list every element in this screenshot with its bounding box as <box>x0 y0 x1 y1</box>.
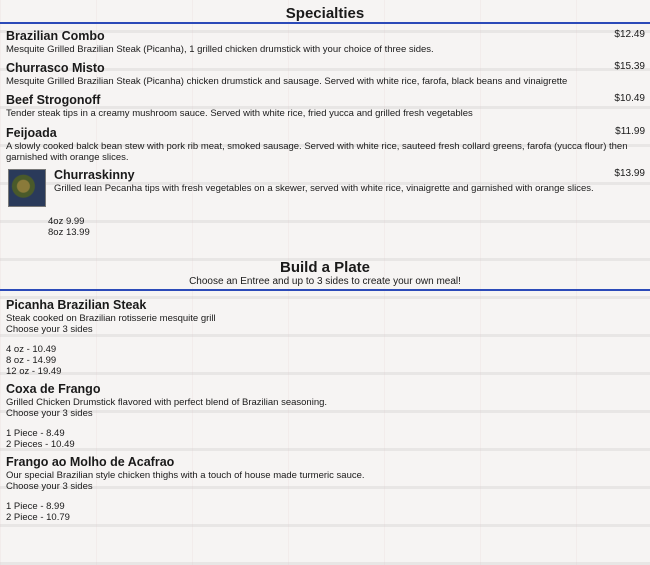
item-price: $12.49 <box>614 29 645 40</box>
item-description: Our special Brazilian style chicken thighs with a touch of house made turmeric sauce. <box>6 470 365 481</box>
item-description: A slowly cooked balck bean stew with pork rib meat, smoked sausage. Served with white rice, sauteed fresh collard greens, farofa (yucca flour) then garnished with orange slices. <box>6 141 628 163</box>
item-name: Frango ao Molho de Acafrao <box>6 455 175 469</box>
option-line: 8oz 13.99 <box>48 227 90 238</box>
menu-item-churrasco-misto <box>0 60 650 87</box>
item-name: Picanha Brazilian Steak <box>6 298 147 312</box>
item-price: $13.99 <box>614 168 645 179</box>
item-description: Mesquite Grilled Brazilian Steak (Picanha) chicken drumstick and sausage. Served with white rice, farofa, black beans and vinaigrette <box>6 76 568 87</box>
menu-item-picanha-steak <box>0 297 650 377</box>
option-line: 1 Piece - 8.49 <box>6 428 65 439</box>
menu-item-coxa-de-frango <box>0 381 650 450</box>
option-line: 4oz 9.99 <box>48 216 85 227</box>
menu-item-frango-acafrao <box>0 454 650 523</box>
menu-item-brazilian-combo <box>0 28 650 55</box>
item-description: Tender steak tips in a creamy mushroom sauce. Served with white rice, fried yucca and grilled fresh vegetables <box>6 108 473 119</box>
specialties-section <box>0 0 650 238</box>
item-description: Grilled Chicken Drumstick flavored with perfect blend of Brazilian seasoning. <box>6 397 328 408</box>
item-note: Choose your 3 sides <box>6 324 93 335</box>
option-line: 4 oz - 10.49 <box>6 344 57 355</box>
option-line: 2 Pieces - 10.49 <box>6 439 75 450</box>
item-options <box>6 501 644 523</box>
item-options <box>6 216 644 238</box>
section-divider <box>0 22 650 24</box>
option-line: 12 oz - 19.49 <box>6 366 62 377</box>
menu-item-feijoada <box>0 125 650 163</box>
item-name: Beef Strogonoff <box>6 93 101 107</box>
item-note: Choose your 3 sides <box>6 481 93 492</box>
item-price: $10.49 <box>614 93 645 104</box>
option-line: 2 Piece - 10.79 <box>6 512 70 523</box>
churraskinny-photo <box>8 169 46 207</box>
item-name: Churrasco Misto <box>6 61 105 75</box>
menu-item-beef-strogonoff <box>0 92 650 119</box>
build-plate-section <box>0 260 650 523</box>
item-price: $15.39 <box>614 61 645 72</box>
item-price: $11.99 <box>615 126 645 137</box>
item-note: Choose your 3 sides <box>6 408 93 419</box>
build-plate-title: Build a Plate <box>279 259 371 276</box>
option-line: 8 oz - 14.99 <box>6 355 57 366</box>
item-name: Feijoada <box>6 126 57 140</box>
item-options <box>6 344 644 377</box>
item-name: Brazilian Combo <box>6 29 105 43</box>
specialties-title: Specialties <box>285 5 365 22</box>
item-description: Mesquite Grilled Brazilian Steak (Picanha), 1 grilled chicken drumstick with your choice of three sides. <box>6 44 434 55</box>
item-name: Churraskinny <box>54 168 135 182</box>
item-description: Grilled lean Pecanha tips with fresh vegetables on a skewer, served with white rice, vinaigrette and garnished with orange slices. <box>54 183 594 194</box>
option-line: 1 Piece - 8.99 <box>6 501 65 512</box>
item-options <box>6 428 644 450</box>
item-name: Coxa de Frango <box>6 382 101 396</box>
section-divider <box>0 289 650 291</box>
menu-item-churraskinny <box>0 167 650 238</box>
build-plate-subtitle: Choose an Entree and up to 3 sides to create your own meal! <box>189 276 461 287</box>
item-description: Steak cooked on Brazilian rotisserie mesquite grill <box>6 313 216 324</box>
